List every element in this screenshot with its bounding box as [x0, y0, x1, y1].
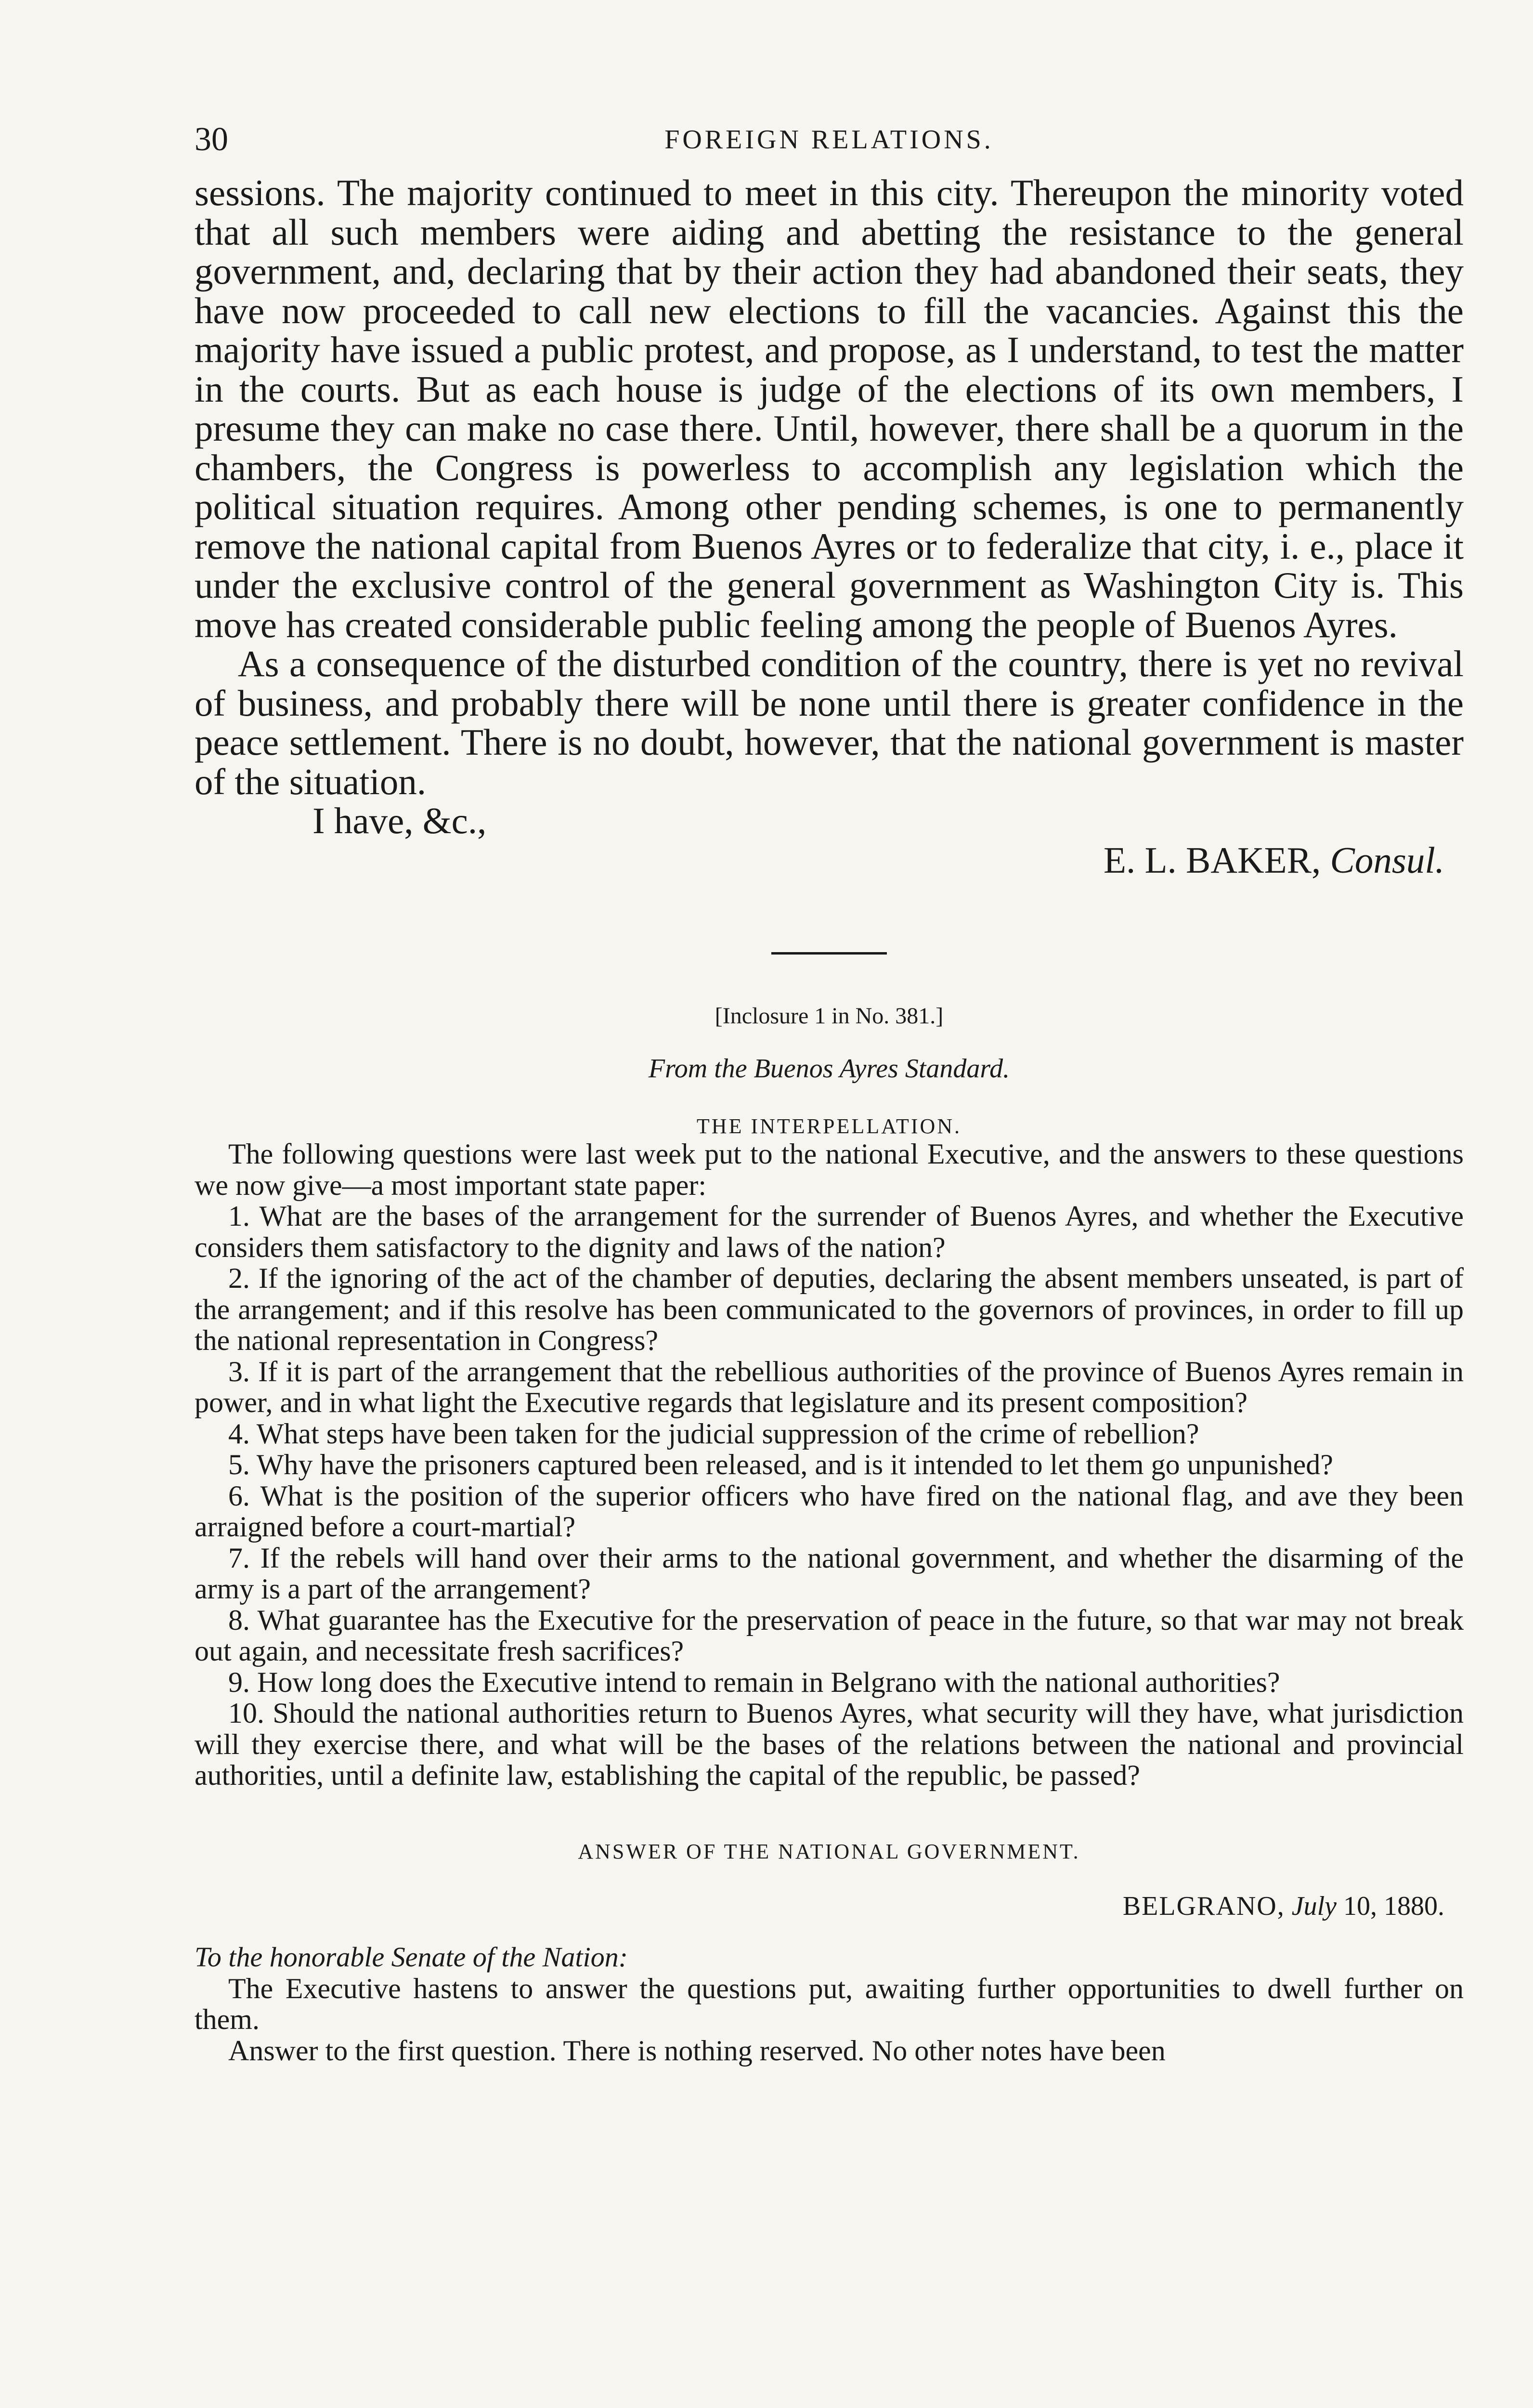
answer-salutation: To the honorable Senate of the Nation:	[195, 1941, 628, 1973]
dateline-day-year: 10, 1880.	[1343, 1891, 1444, 1921]
answer-paragraph: Answer to the first question. There is nothing reserved. No other notes have been	[228, 2034, 1166, 2067]
answer-body	[195, 1973, 1464, 2067]
dateline-place: BELGRANO,	[1122, 1891, 1285, 1921]
question-paragraph: 7. If the rebels will hand over their arms to the national government, and whether the disarming of the army is a part of the arrangement?	[195, 1542, 1464, 1605]
running-title: FOREIGN RELATIONS.	[664, 125, 994, 155]
letter-closing: I have, &c.,	[312, 800, 487, 841]
letter-paragraph: As a consequence of the disturbed condition of the country, there is yet no revival of business, and probably there will be none until there is greater confidence in the peace settlement. There is no doubt, however, that the national government is master of the situation.	[195, 643, 1464, 802]
page-number: 30	[195, 121, 228, 158]
answer-dateline	[195, 1891, 1464, 1922]
question-paragraph: 3. If it is part of the arrangement that the rebellious authorities of the province of Buenos Ayres remain in power, and in what light the Executive regards that legislature and its present composition?	[195, 1355, 1464, 1418]
document-page	[195, 120, 1464, 2066]
letter-signature	[195, 841, 1464, 880]
inclosure-label: [Inclosure 1 in No. 381.]	[715, 1003, 944, 1029]
question-paragraph: 5. Why have the prisoners captured been released, and is it intended to let them go unpunished?	[228, 1449, 1333, 1480]
question-paragraph: The following questions were last week put to the national Executive, and the answers to these questions we now give—a most important state paper:	[195, 1138, 1464, 1201]
question-paragraph: 6. What is the position of the superior officers who have fired on the national flag, and ave they been arraigned before a court-martial?	[195, 1479, 1464, 1543]
signature-title: Consul.	[1330, 839, 1444, 881]
dateline-month: July	[1291, 1891, 1337, 1921]
question-paragraph: 8. What guarantee has the Executive for the preservation of peace in the future, so that war may not break out again, and necessitate fresh sacrifices?	[195, 1604, 1464, 1667]
answer-heading: ANSWER OF THE NATIONAL GOVERNMENT.	[578, 1839, 1080, 1863]
section-divider	[771, 952, 887, 955]
section-heading: THE INTERPELLATION.	[696, 1114, 962, 1138]
answer-paragraph: The Executive hastens to answer the questions put, awaiting further opportunities to dwell further on them.	[195, 1972, 1464, 2035]
question-paragraph: 9. How long does the Executive intend to remain in Belgrano with the national authorities?	[228, 1666, 1280, 1698]
question-paragraph: 10. Should the national authorities return to Buenos Ayres, what security will they have, what jurisdiction will they exercise there, and what will be the bases of the relations between the national and provincial authorities, until a definite law, establishing the capital of the republic, be passed?	[195, 1697, 1464, 1791]
question-paragraph: 2. If the ignoring of the act of the chamber of deputies, declaring the absent members unseated, is part of the arrangement; and if this resolve has been communicated to the governors of provinces, in order to fill up the national representation in Congress?	[195, 1262, 1464, 1356]
question-paragraph: 1. What are the bases of the arrangement for the surrender of Buenos Ayres, and whether the Executive considers them satisfactory to the dignity and laws of the nation?	[195, 1200, 1464, 1263]
interpellation-questions	[195, 1139, 1464, 1791]
question-paragraph: 4. What steps have been taken for the judicial suppression of the crime of rebellion?	[228, 1417, 1199, 1450]
signature-name: E. L. BAKER,	[1103, 839, 1321, 881]
page-header	[195, 120, 1464, 173]
letter-body	[195, 173, 1464, 801]
inclosure-source: From the Buenos Ayres Standard.	[648, 1054, 1010, 1084]
letter-paragraph: sessions. The majority continued to meet in this city. Thereupon the minority voted that all such members were aiding and abetting the resistance to the general government, and, declaring that by their action they had abandoned their seats, they have now proceeded to call new elections to fill the vacancies. Against this the majority have issued a public protest, and propose, as I understand, to test the matter in the courts. But as each house is judge of the elections of its own members, I presume they can make no case there. Until, however, there shall be a quorum in the chambers, the Congress is powerless to accomplish any legislation which the political situation requires. Among other pending schemes, is one to permanently remove the national capital from Buenos Ayres or to federalize that city, i. e., place it under the exclusive control of the general government as Washington City is. This move has created considerable public feeling among the people of Buenos Ayres.	[195, 172, 1464, 645]
